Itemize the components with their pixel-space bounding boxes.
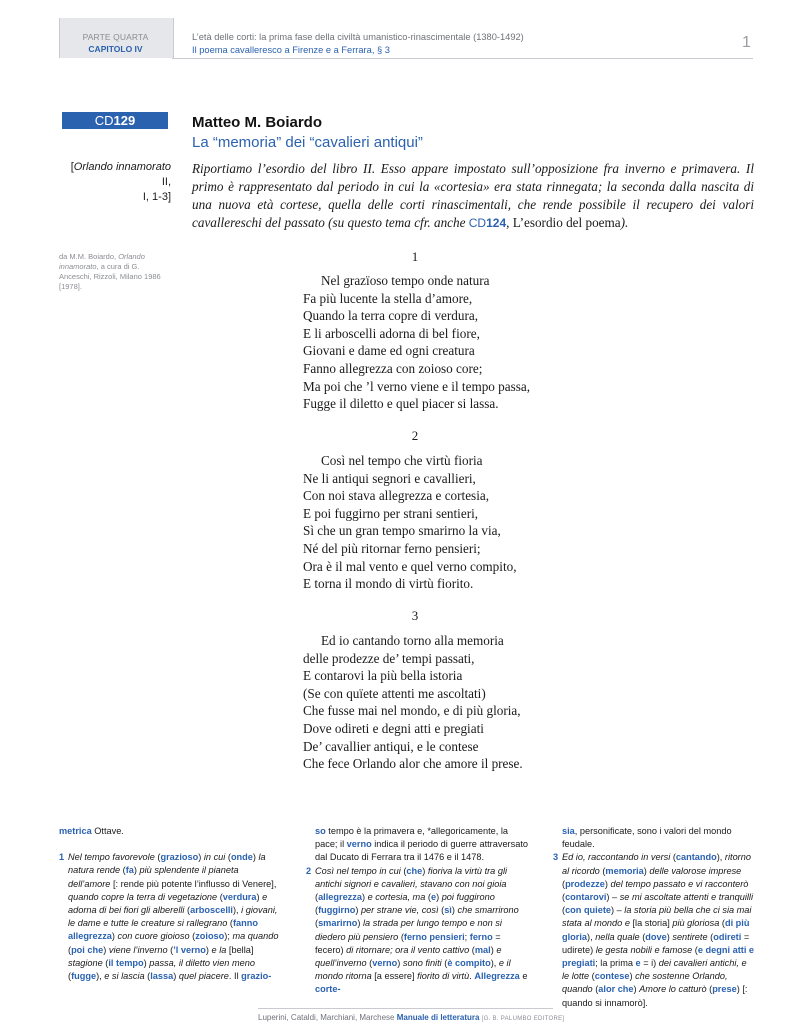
verse-line: Né del più ritornar ferno pensieri; bbox=[303, 540, 481, 556]
cd-badge bbox=[62, 112, 168, 129]
verse-line: Dove odireti e degni atti e pregiati bbox=[303, 720, 484, 736]
verse-line: E li arboscelli adorna di bel fiore, bbox=[303, 325, 480, 341]
cd-prefix: CD bbox=[94, 113, 114, 128]
cd-link[interactable]: CD124 bbox=[468, 216, 507, 230]
verse-line: Quando la terra copre di verdura, bbox=[303, 308, 479, 324]
author-name: Matteo M. Boiardo bbox=[192, 114, 322, 131]
page-title: La “memoria” dei “cavalieri antiqui” bbox=[192, 134, 423, 151]
verse-line: Giovani e dame ed ogni creatura bbox=[303, 343, 475, 359]
verse-line: (Se con quïete attenti me ascoltati) bbox=[303, 685, 486, 701]
verse-line: Fanno allegrezza con zoioso core; bbox=[303, 360, 483, 376]
verse-line: Con noi stava allegrezza e cortesia, bbox=[303, 488, 490, 504]
footer-divider bbox=[258, 1008, 553, 1009]
stanza bbox=[303, 272, 530, 413]
verse-line: Ma poi che ’l verno viene e il tempo passa, bbox=[303, 378, 531, 394]
source-work: Orlando innamorato bbox=[73, 161, 171, 173]
header-subsection-title: Il poema cavalleresco a Firenze e a Ferrara, § 3 bbox=[192, 45, 390, 55]
verse-line: Ed io cantando torno alla memoria bbox=[321, 633, 504, 648]
edition-reference: da M.M. Boiardo, Orlando innamorato, a cura di G. Anceschi, Rizzoli, Milano 1986 [1978]. bbox=[59, 252, 161, 291]
stanza-number: 3 bbox=[411, 608, 419, 623]
footer-publisher: [G. B. PALUMBO EDITORE] bbox=[481, 1016, 565, 1022]
note-2-continued: sia, personificate, sono i valori del mondo feudale. bbox=[562, 826, 732, 850]
note-1: 1 Nel tempo favorevole (grazioso) in cui (onde) la natura rende (fa) più splendente il pianeta dell’amore [: rende più potente l’influsso di Venere], quando copre la terra di vegetazione (verdura) e adorna di bei fiori gli alberelli (arboscelli), i giovani, le dame e tutte le creature si rallegrano (fanno allegrezza) con cuore gioioso (zoioso); ma quando (poi che) viene l’inverno (’l verno) e la [bella] stagione (il tempo) passa, il diletto vien meno (fugge), e si lascia (lassa) quel piacere. Il grazio- bbox=[59, 852, 279, 982]
stanza bbox=[303, 452, 517, 593]
verse-line: delle prodezze de’ tempi passati, bbox=[303, 650, 475, 666]
stanza-number: 2 bbox=[411, 428, 419, 443]
notes-column bbox=[306, 825, 528, 997]
verse-line: Fa più lucente la stella d’amore, bbox=[303, 290, 473, 306]
verse-line: E torna il mondo di virtù fiorito. bbox=[303, 576, 474, 592]
stanza bbox=[303, 632, 523, 773]
verse-line: Ne li antiqui segnori e cavallieri, bbox=[303, 470, 476, 486]
header-chapter: CAPITOLO IV bbox=[88, 44, 143, 54]
verse-line: E contarovi la più bella istoria bbox=[303, 668, 463, 684]
note-1-continued: so tempo è la primavera e, *allegoricamente, la pace; il verno indica il periodo di guerre attraversato dal Ducato di Ferrara tra il 1476 e il 1478. bbox=[315, 826, 528, 863]
verse-line: E poi fuggirno per strani sentieri, bbox=[303, 505, 479, 521]
verse-line: De’ cavallier antiqui, e le contese bbox=[303, 738, 479, 754]
source-reference: [Orlando innamorato II, I, 1-3] bbox=[70, 161, 171, 203]
header-divider bbox=[172, 58, 753, 59]
verse-line: Fugge il diletto e quel piacer si lassa. bbox=[303, 396, 499, 412]
notes-column bbox=[59, 825, 279, 983]
note-3: 3 Ed io, raccontando in versi (cantando), ritorno al ricordo (memoria) delle valorose imprese (prodezze) del tempo passato e vi racconterò (contarovi) – se mi ascoltate attenti e tranquilli (con quiete) – la storia più bella che ci sia mai stata al mondo e [la storia] più gloriosa (di più gloria), nella quale (dove) sentirete (odireti = udirete) le gesta nobili e famose (e degni atti e pregiati; la prima e = i) dei cavalieri antichi, e le lotte (contese) che sostenne Orlando, quando (alor che) Amore lo catturò (prese) [: quando si innamorò]. bbox=[553, 852, 755, 1008]
notes-column bbox=[553, 825, 755, 1010]
header-part: PARTE QUARTA bbox=[82, 32, 149, 42]
footer bbox=[258, 1013, 564, 1022]
verse-line: Che fece Orlando alor che amore il prese. bbox=[303, 756, 523, 772]
verse-line: Così nel tempo che virtù fioria bbox=[321, 453, 483, 468]
header-section-title: L’età delle corti: la prima fase della civiltà umanistico-rinascimentale (1380-1492) bbox=[192, 32, 524, 42]
intro-paragraph: Riportiamo l’esordio del libro II. Esso appare impostato sull’opposizione fra inverno e primavera. Il primo è rappresentato dal periodo in cui la «cortesia» era stata rinnegata; la seconda dalla nascita di una nuova età cortese, quella delle corti rinascimentali, che rende possibile il recupero dei valori cavallereschi del passato (su questo tema cfr. anche CD124, L’esordio del poema). bbox=[192, 161, 754, 230]
verse-line: Ora è il mal vento e quel verno compito, bbox=[303, 558, 517, 574]
note-2: 2 Così nel tempo in cui (che) fioriva la virtù tra gli antichi signori e cavalieri, stavano con noi gioia (allegrezza) e cortesia, ma (e) poi fuggirono (fuggirno) per strane vie, così (sì) che smarrirono (smarirno) la strada per lungo tempo e non si diedero più pensiero (ferno pensieri; ferno = fecero) di ritornare; ora il vento cattivo (mal) e quell’inverno (verno) sono finiti (è compito), e il mondo ritorna [a essere] fiorito di virtù. Allegrezza e corte- bbox=[306, 865, 528, 995]
page-number: 1 bbox=[742, 34, 751, 51]
footer-book-title: Manuale di letteratura bbox=[396, 1013, 480, 1022]
stanza-number: 1 bbox=[411, 249, 419, 264]
verse-line: Nel grazïoso tempo onde natura bbox=[321, 273, 490, 288]
footer-authors: Luperini, Cataldi, Marchiani, Marchese bbox=[258, 1013, 395, 1022]
cd-number: 129 bbox=[113, 113, 136, 128]
metrica-note: metrica Ottave. bbox=[59, 826, 124, 836]
verse-line: Sì che un gran tempo smarirno la via, bbox=[303, 523, 501, 539]
verse-line: Che fusse mai nel mondo, e di più gloria, bbox=[303, 703, 521, 719]
